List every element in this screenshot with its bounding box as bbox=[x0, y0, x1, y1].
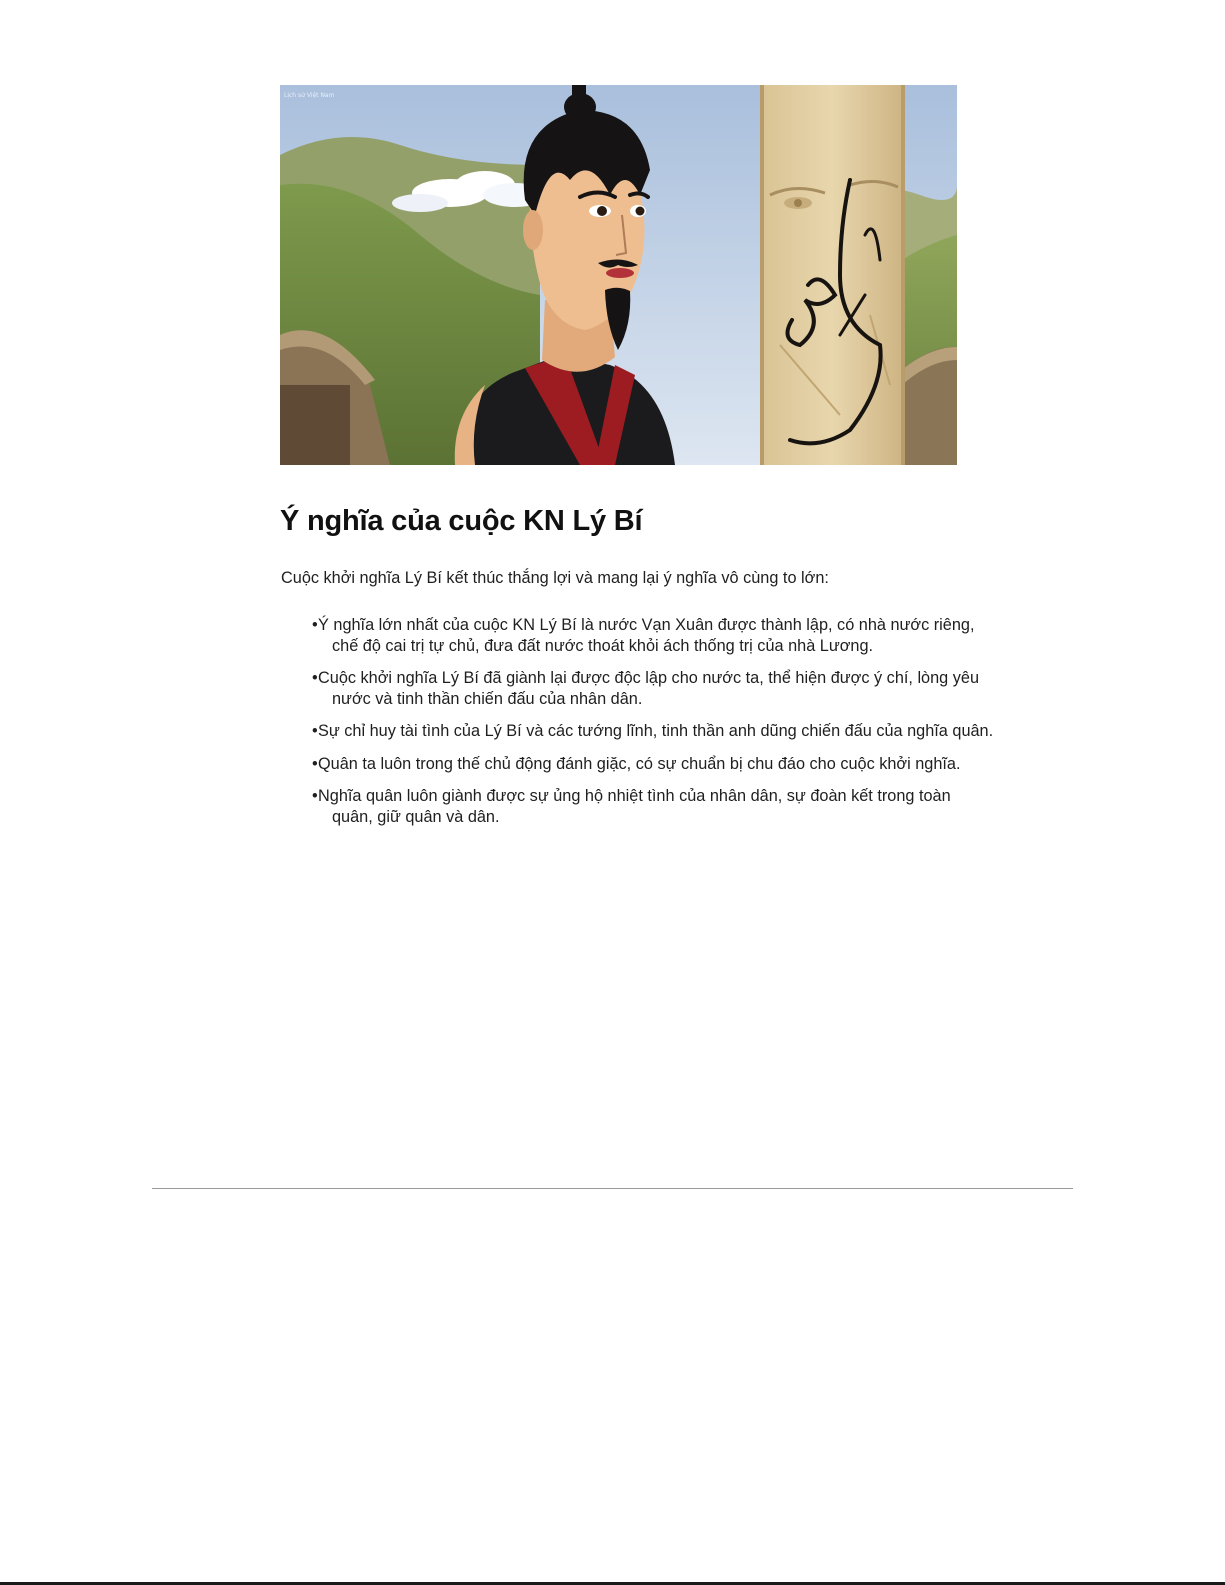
list-item-text: Nghĩa quân luôn giành được sự ủng hộ nhiệt tình của nhân dân, sự đoàn kết trong toàn quân, giữ quân và dân. bbox=[318, 787, 951, 826]
calligraphy-scroll bbox=[760, 85, 905, 465]
list-item bbox=[306, 786, 994, 827]
significance-list bbox=[306, 615, 994, 839]
intro-paragraph: Cuộc khởi nghĩa Lý Bí kết thúc thắng lợi và mang lại ý nghĩa vô cùng to lớn: bbox=[281, 569, 829, 587]
list-item-text: Quân ta luôn trong thế chủ động đánh giặc, có sự chuẩn bị chu đáo cho cuộc khởi nghĩa. bbox=[318, 754, 961, 773]
bullet-icon: • bbox=[312, 754, 318, 773]
list-item bbox=[306, 721, 994, 742]
list-item bbox=[306, 615, 994, 656]
list-item bbox=[306, 754, 994, 775]
bullet-icon: • bbox=[312, 616, 318, 634]
page-divider bbox=[152, 1188, 1073, 1189]
bullet-icon: • bbox=[312, 787, 318, 805]
ly-bi-illustration bbox=[280, 85, 957, 465]
list-item-text: Ý nghĩa lớn nhất của cuộc KN Lý Bí là nước Vạn Xuân được thành lập, có nhà nước riêng, chế độ cai trị tự chủ, đưa đất nước thoát khỏi ách thống trị của nhà Lương. bbox=[318, 616, 975, 655]
ly-bi-illustration-art bbox=[280, 85, 957, 465]
list-item bbox=[306, 668, 994, 709]
watermark: Lịch sử Việt Nam bbox=[284, 92, 335, 99]
list-item-text: Cuộc khởi nghĩa Lý Bí đã giành lại được độc lập cho nước ta, thể hiện được ý chí, lòng yêu nước và tinh thần chiến đấu của nhân dân. bbox=[318, 669, 979, 708]
page-title: Ý nghĩa của cuộc KN Lý Bí bbox=[280, 505, 643, 537]
list-item-text: Sự chỉ huy tài tình của Lý Bí và các tướng lĩnh, tinh thần anh dũng chiến đấu của nghĩa quân. bbox=[318, 722, 994, 740]
bullet-icon: • bbox=[312, 669, 318, 687]
bullet-icon: • bbox=[312, 722, 318, 740]
